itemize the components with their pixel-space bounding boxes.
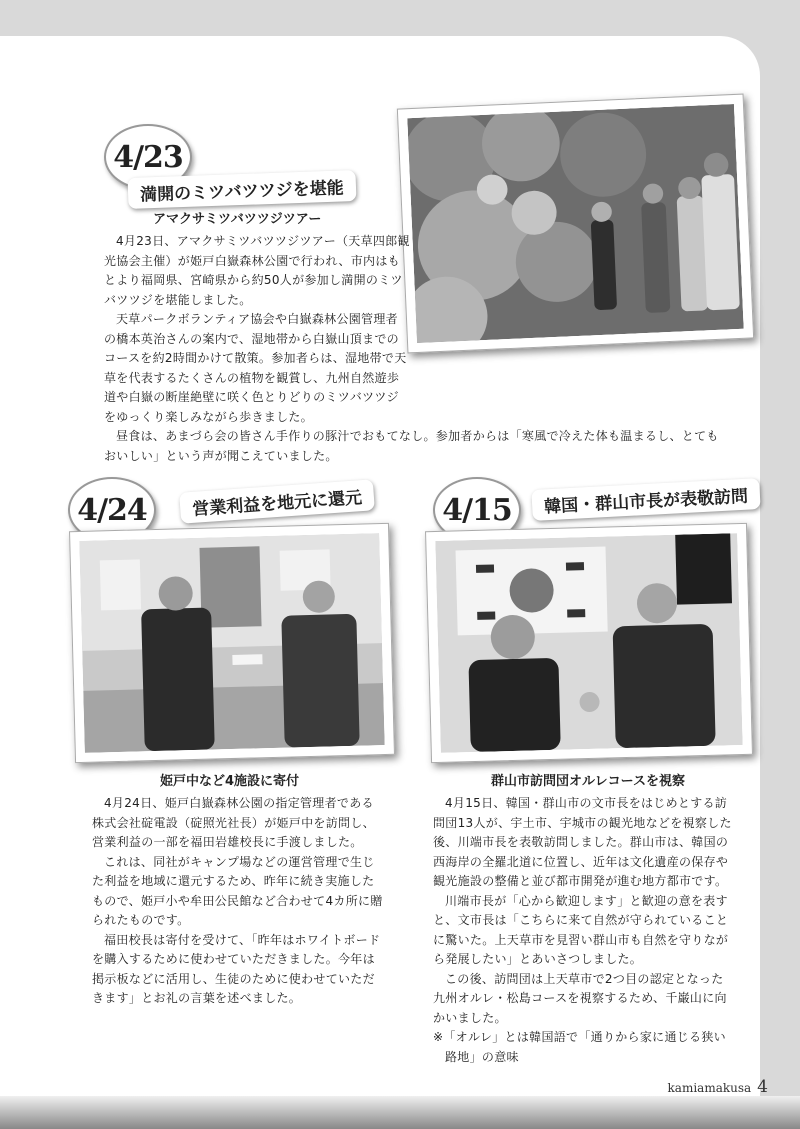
- photo-donation: [69, 523, 395, 763]
- date-badge-0415: 4/15: [433, 477, 521, 543]
- article-0424-paragraph-1: 4月24日、姫戸白嶽森林公園の指定管理者である株式会社碇電設（碇照光社長）が姫戸中を訪問し、営業利益の一部を福田岩雄校長に手渡しました。: [92, 796, 375, 849]
- photo-courtesy-visit: [425, 523, 753, 763]
- bottom-strip: [0, 1096, 800, 1129]
- article-0423-paragraph-1: 4月23日、アマクサミツバツツジツアー（天草四郎観光協会主催）が姫戸白嶽森林公園で行われ、市内はもとより福岡県、宮崎県から約50人が参加し満開のミツバツツジを堪能しました。: [104, 234, 410, 307]
- article-0424-subtitle: 姫戸中など4施設に寄付: [160, 774, 300, 789]
- page-number: 4: [757, 1077, 768, 1097]
- article-0423-paragraph-2: 天草パークボランティア協会や白嶽森林公園管理者の橋本英治さんの案内で、湿地帯から白嶽山頂までのコースを約2時間かけて散策。参加者らは、湿地帯で天草を代表するたくさんの植物を観賞し、九州自然遊歩道や白嶽の断崖絶壁に咲く色とりどりのミツバツツジをゆっくり楽しみながら歩きました。: [104, 312, 407, 424]
- article-0415-paragraph-3: この後、訪問団は上天草市で2つ目の認定となった九州オルレ・松島コースを視察するため、千巌山に向かいました。: [433, 971, 727, 1025]
- article-0415-subtitle: 群山市訪問団オルレコースを視察: [491, 774, 686, 789]
- article-0423-paragraph-3: 昼食は、あまづら会の皆さん手作りの豚汁でおもてなし。参加者からは「寒風で冷えた体も温まるし、とてもおいしい」という声が聞こえていました。: [104, 429, 719, 463]
- article-0424-title: 営業利益を地元に還元: [179, 479, 375, 523]
- article-0423-body-top: [104, 232, 410, 310]
- article-0415-body: [433, 794, 733, 1067]
- article-0424-paragraph-3: 福田校長は寄付を受けて、「昨年はホワイトボードを購入するために使わせていただきました。今年は掲示板などに活用し、生徒のために使わせていただきます」とお礼の言葉を述べました。: [92, 932, 381, 1005]
- article-0423-body-bottom: [104, 310, 724, 466]
- photo-donation-image: [79, 533, 384, 753]
- article-0423-title: 満開のミツバツツジを堪能: [128, 170, 357, 209]
- article-0424-body: [92, 794, 384, 1009]
- article-0415-paragraph-1: 4月15日、韓国・群山市の文市長をはじめとする訪問団13人が、宇土市、宇城市の観光地などを視察した後、川端市長を表敬訪問しました。群山市は、韓国の西海岸の全羅北道に位置し、近年は文化遺産の保存や観光施設の整備と並び都市開発が進む地方都市です。: [433, 796, 732, 888]
- date-badge-0423: 4/23: [104, 124, 192, 190]
- magazine-name: kamiamakusa: [667, 1081, 752, 1095]
- page-footer: [668, 1077, 768, 1097]
- article-0423-subtitle: アマクサミツバツツジツアー: [153, 212, 322, 227]
- date-badge-0424: 4/24: [68, 477, 156, 543]
- photo-azalea-image: [407, 104, 744, 343]
- photo-visit-image: [435, 533, 742, 753]
- article-0424-paragraph-2: これは、同社がキャンプ場などの運営管理で生じた利益を地域に還元するため、昨年に続き実施したもので、姫戸小や牟田公民館など合わせて4カ所に贈られたものです。: [92, 854, 383, 927]
- article-0415-note: ※「オルレ」とは韓国語で「通りから家に通じる狭い路地」の意味: [433, 1030, 726, 1064]
- article-0415-paragraph-2: 川端市長が「心から歓迎します」と歓迎の意を表すと、文市長は「こちらに来て自然が守られていることに驚いた。上天草市を見習い群山市も自然を守りながら発展したい」とあいさつしました。: [433, 893, 729, 966]
- article-0415-title: 韓国・群山市長が表敬訪問: [531, 478, 760, 521]
